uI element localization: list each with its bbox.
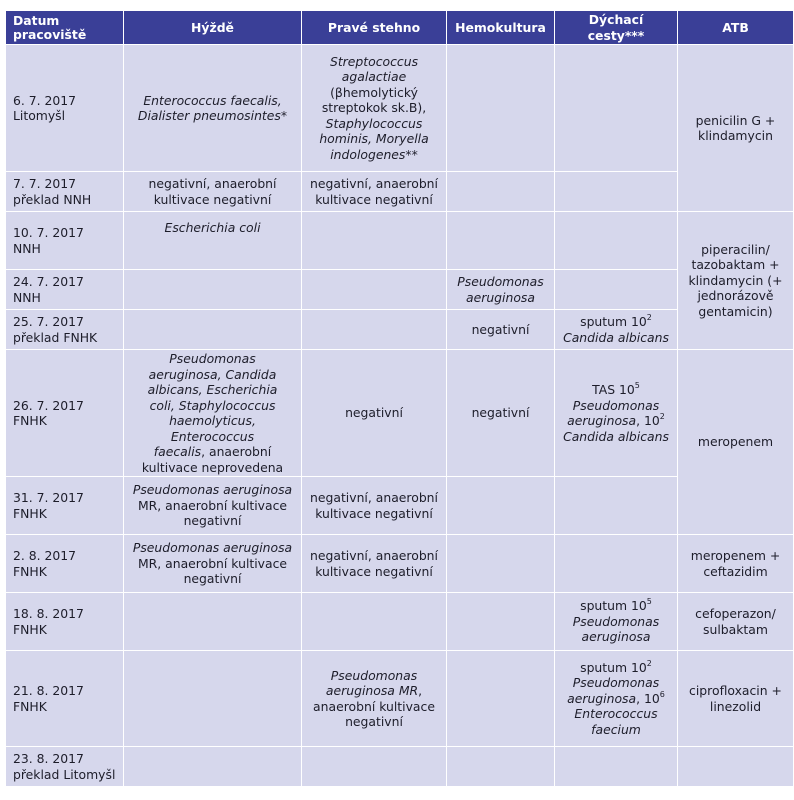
table-row [6,651,794,747]
table-row [6,212,794,270]
exponent: 2 [646,658,652,668]
atb-cell: piperacilin/ tazobaktam + klindamycin (+ jednorázově gentamicin) [678,212,794,350]
atb-cell: meropenem + ceftazidim [678,535,794,593]
exponent: 6 [659,689,665,699]
table-row [6,350,794,477]
buttock-cell: negativní, anaerobní kultivace negativní [124,172,302,212]
date-cell: 26. 7. 2017 FNHK [6,350,124,477]
airways-cell [555,45,678,172]
note: (βhemolytický streptokok sk.B), [321,84,427,116]
blood-cell [447,172,555,212]
thigh-cell: negativní [302,350,447,477]
table-row [6,172,794,212]
date-cell: 31. 7. 2017 FNHK [6,477,124,535]
organism: Pseudomonas aeruginosa [132,482,293,498]
organism: Candida albicans [563,428,669,444]
note: , anaerobní kultivace neprovedena [141,444,284,475]
exponent: 2 [659,412,665,421]
airways-cell [555,593,678,651]
buttock-cell [124,310,302,350]
header-date-site: Datum pracoviště [6,11,124,45]
thigh-cell: negativní, anaerobní kultivace negativní [302,477,447,535]
exponent: 2 [646,313,652,322]
thigh-cell: negativní, anaerobní kultivace negativní [302,172,447,212]
table-row [6,535,794,593]
table-row [6,45,794,172]
blood-cell [447,212,555,270]
date-cell: 24. 7. 2017 NNH [6,270,124,310]
note: , 10 [636,690,660,706]
header-row [6,11,794,45]
note: , anaerobní kultivace negativní [313,683,435,729]
atb-cell [678,747,794,787]
table-row [6,593,794,651]
blood-cell: Pseudomonas aeruginosa [447,270,555,310]
blood-cell [447,45,555,172]
date-cell: 6. 7. 2017 Litomyšl [6,45,124,172]
airways-cell [555,310,678,350]
organism: Pseudomonas aeruginosa MR [325,667,419,698]
buttock-cell [124,350,302,477]
specimen: sputum 10 [580,659,647,675]
atb-cell: ciprofloxacin + linezolid [678,651,794,747]
blood-cell [447,747,555,787]
table-row [6,310,794,350]
buttock-cell [124,477,302,535]
organism: Pseudomonas aeruginosa, Candida albicans, Escherichia coli, Staphylococcus haemolyticus, Enterococcus faecalis [147,351,278,459]
blood-cell [447,651,555,747]
date-cell: 25. 7. 2017 překlad FNHK [6,310,124,350]
header-airways: Dýchací cesty*** [555,11,678,45]
organism: Candida albicans [563,329,669,345]
header-atb: ATB [678,11,794,45]
organism: Pseudomonas aeruginosa [132,540,293,556]
date-cell: 21. 8. 2017 FNHK [6,651,124,747]
blood-cell [447,535,555,593]
table-row [6,477,794,535]
exponent: 5 [634,381,640,390]
airways-cell [555,172,678,212]
blood-cell [447,477,555,535]
thigh-cell [302,270,447,310]
buttock-cell: Escherichia coli [124,212,302,270]
note: MR, anaerobní kultivace negativní [137,555,288,587]
date-cell: 7. 7. 2017 překlad NNH [6,172,124,212]
header-blood-culture: Hemokultura [447,11,555,45]
thigh-cell [302,747,447,787]
buttock-cell [124,747,302,787]
blood-cell: negativní [447,310,555,350]
table-row [6,747,794,787]
buttock-cell: Enterococcus faecalis, Dialister pneumosintes* [124,45,302,172]
airways-cell [555,477,678,535]
buttock-cell [124,651,302,747]
thigh-cell [302,212,447,270]
header-right-thigh: Pravé stehno [302,11,447,45]
thigh-cell [302,593,447,651]
buttock-cell [124,593,302,651]
organism: Enterococcus faecium [574,706,658,737]
atb-cell: meropenem [678,350,794,535]
header-buttock: Hýždě [124,11,302,45]
blood-cell: negativní [447,350,555,477]
buttock-cell [124,535,302,593]
note: MR, anaerobní kultivace negativní [137,497,288,529]
airways-cell [555,270,678,310]
specimen: sputum 10 [580,598,647,614]
note: , 10 [636,413,660,428]
specimen: TAS 10 [592,382,635,397]
organism: Staphylococcus hominis, Moryella indologenes** [319,115,429,162]
airways-cell [555,535,678,593]
date-cell: 23. 8. 2017 překlad Litomyšl [6,747,124,787]
date-cell: 2. 8. 2017 FNHK [6,535,124,593]
thigh-cell: negativní, anaerobní kultivace negativní [302,535,447,593]
blood-cell [447,593,555,651]
microbiology-table [5,10,794,787]
organism: Streptococcus agalactiae [329,53,419,85]
atb-cell: penicilin G + klindamycin [678,45,794,212]
table-row [6,270,794,310]
organism: Pseudomonas aeruginosa [572,613,660,645]
thigh-cell [302,651,447,747]
buttock-cell [124,270,302,310]
atb-cell: cefoperazon/ sulbaktam [678,593,794,651]
airways-cell [555,350,678,477]
airways-cell [555,747,678,787]
thigh-cell [302,45,447,172]
organism: Pseudomonas aeruginosa [567,675,660,706]
exponent: 5 [646,597,652,607]
thigh-cell [302,310,447,350]
date-cell: 10. 7. 2017 NNH [6,212,124,270]
specimen: sputum 10 [580,314,647,329]
airways-cell [555,212,678,270]
date-cell: 18. 8. 2017 FNHK [6,593,124,651]
organism: Pseudomonas aeruginosa [567,397,660,428]
airways-cell [555,651,678,747]
